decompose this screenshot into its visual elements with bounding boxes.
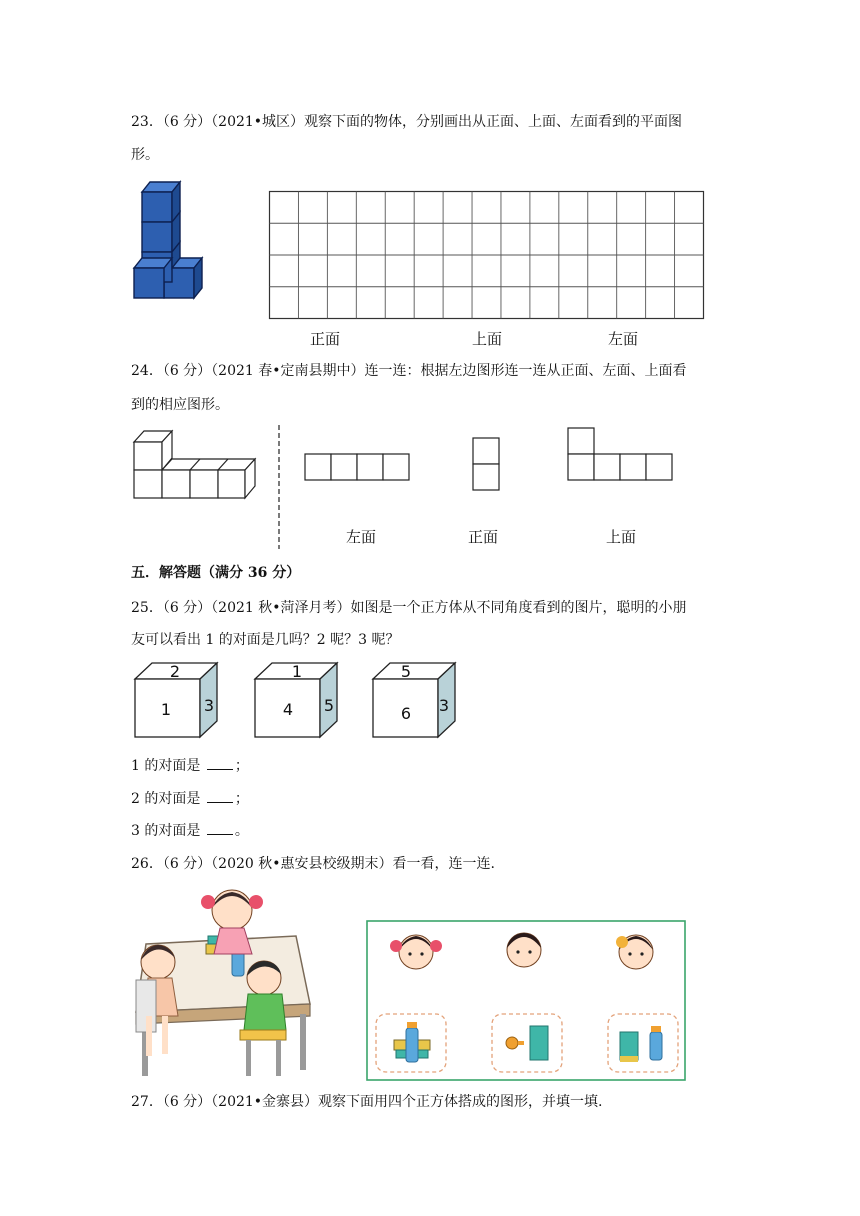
q25-answer-1 [131, 757, 249, 775]
q23-label-left: 左面 [608, 330, 639, 348]
q25-cube2-top-number: 1 [291, 662, 303, 681]
q25-dice-cube-3 [370, 661, 462, 741]
q25-dice-cube-1 [132, 661, 224, 741]
q25-answer-2-suffix: ； [234, 791, 249, 807]
q25-cube3-top-number: 5 [400, 662, 412, 681]
q24-view-option-l-shape[interactable] [567, 427, 675, 483]
q25-cube2-side-number: 5 [323, 696, 335, 715]
q24-label-front: 正面 [468, 528, 499, 546]
q25-cube1-top-number: 2 [169, 662, 181, 681]
q25-answer-2-blank[interactable] [207, 790, 233, 803]
q24-label-top: 上面 [606, 528, 637, 546]
q25-answer-3-prefix: 3 的对面是 [131, 823, 201, 839]
q25-answer-3 [131, 822, 249, 840]
q25-answer-1-suffix: ； [234, 758, 249, 774]
q24-label-left: 左面 [346, 528, 377, 546]
q26-matching-panel [366, 920, 686, 1082]
q24-view-option-column2[interactable] [472, 437, 502, 493]
q23-answer-grid[interactable] [269, 191, 704, 319]
q24-view-option-row4[interactable] [304, 453, 412, 483]
q25-cube1-front-number: 1 [160, 700, 172, 719]
q25-text-line2: 友可以看出 1 的对面是几吗？2 呢？3 呢？ [131, 632, 400, 648]
q25-answer-1-blank[interactable] [207, 757, 233, 770]
q25-dice-cube-2 [252, 661, 344, 741]
q23-label-top: 上面 [472, 330, 503, 348]
q27-text-line1: 27．（6 分）（2021•金寨县）观察下面用四个正方体搭成的图形，并填一填. [131, 1094, 603, 1110]
q23-blue-cube-stack [128, 178, 218, 308]
q25-answer-1-prefix: 1 的对面是 [131, 758, 201, 774]
q26-text-line1: 26．（6 分）（2020 秋•惠安县校级期末）看一看，连一连. [131, 856, 495, 872]
q25-cube3-side-number: 3 [438, 696, 450, 715]
q25-cube2-front-number: 4 [282, 700, 294, 719]
q24-text-line2: 到的相应图形。 [131, 397, 229, 413]
q23-text-line2: 形。 [131, 147, 159, 163]
q24-text-line1: 24．（6 分）（2021 春•定南县期中）连一连：根据左边图形连一连从正面、左面、上面看 [131, 363, 687, 379]
q24-dashed-divider [277, 425, 281, 549]
q23-label-front: 正面 [310, 330, 341, 348]
q25-answer-2-prefix: 2 的对面是 [131, 791, 201, 807]
q23-text-line1: 23．（6 分）（2021•城区）观察下面的物体，分别画出从正面、上面、左面看到的平面图 [131, 114, 683, 130]
q25-answer-3-blank[interactable] [207, 822, 233, 835]
q25-cube3-front-number: 6 [400, 704, 412, 723]
q26-children-at-table-illustration [128, 884, 318, 1080]
q25-answer-3-suffix: 。 [234, 823, 249, 839]
q25-text-line1: 25．（6 分）（2021 秋•菏泽月考）如图是一个正方体从不同角度看到的图片，聪明的小朋 [131, 600, 687, 616]
q24-wire-cube-figure [130, 428, 260, 502]
q25-cube1-side-number: 3 [203, 696, 215, 715]
q26-face-boy[interactable] [507, 933, 541, 967]
q25-answer-2 [131, 790, 249, 808]
section5-title: 五．解答题（满分 36 分） [131, 565, 301, 581]
